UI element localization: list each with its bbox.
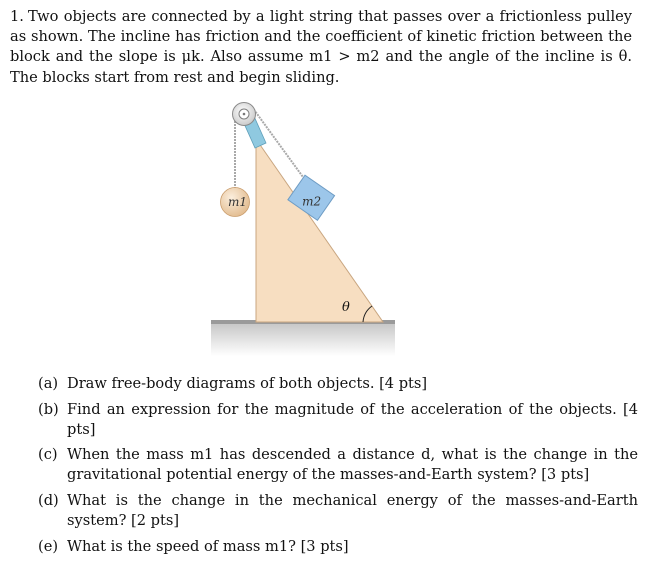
incline-pulley-figure	[205, 98, 400, 360]
part-text: What is the change in the mechanical energy of the masses-and-Earth system? [2 pts]	[67, 491, 638, 529]
mass-2-label: m2	[302, 194, 322, 209]
question-parts	[38, 374, 638, 562]
problem-text: Two objects are connected by a light string that passes over a frictionless pulley as shown. The incline has friction and the coefficient of kinetic friction between the block and the slope is μk. Also assume m1 > m2 and the angle of the incline is θ. The blocks start from rest and begin sliding.	[10, 8, 632, 86]
part-text: When the mass m1 has descended a distance d, what is the change in the gravitational potential energy of the masses-and-Earth system? [3 pts]	[67, 446, 638, 484]
ground-shadow	[211, 324, 395, 356]
part-label: (b)	[38, 400, 59, 418]
angle-label: θ	[342, 300, 350, 315]
problem-number: 1.	[10, 8, 24, 25]
mass-1-label: m1	[228, 195, 248, 209]
problem-statement	[10, 7, 632, 88]
part-a	[38, 374, 638, 394]
part-text: Draw free-body diagrams of both objects. [4 pts]	[67, 375, 428, 392]
part-text: Find an expression for the magnitude of the acceleration of the objects. [4 pts]	[67, 400, 638, 438]
part-e	[38, 537, 638, 557]
pulley-axle	[243, 113, 246, 116]
part-text: What is the speed of mass m1? [3 pts]	[67, 537, 349, 555]
part-label: (d)	[38, 491, 59, 509]
part-label: (c)	[38, 446, 58, 464]
part-label: (a)	[38, 375, 59, 392]
part-label: (e)	[38, 537, 59, 555]
incline	[256, 139, 383, 322]
part-b	[38, 400, 638, 440]
part-c	[38, 445, 638, 485]
part-d	[38, 491, 638, 531]
